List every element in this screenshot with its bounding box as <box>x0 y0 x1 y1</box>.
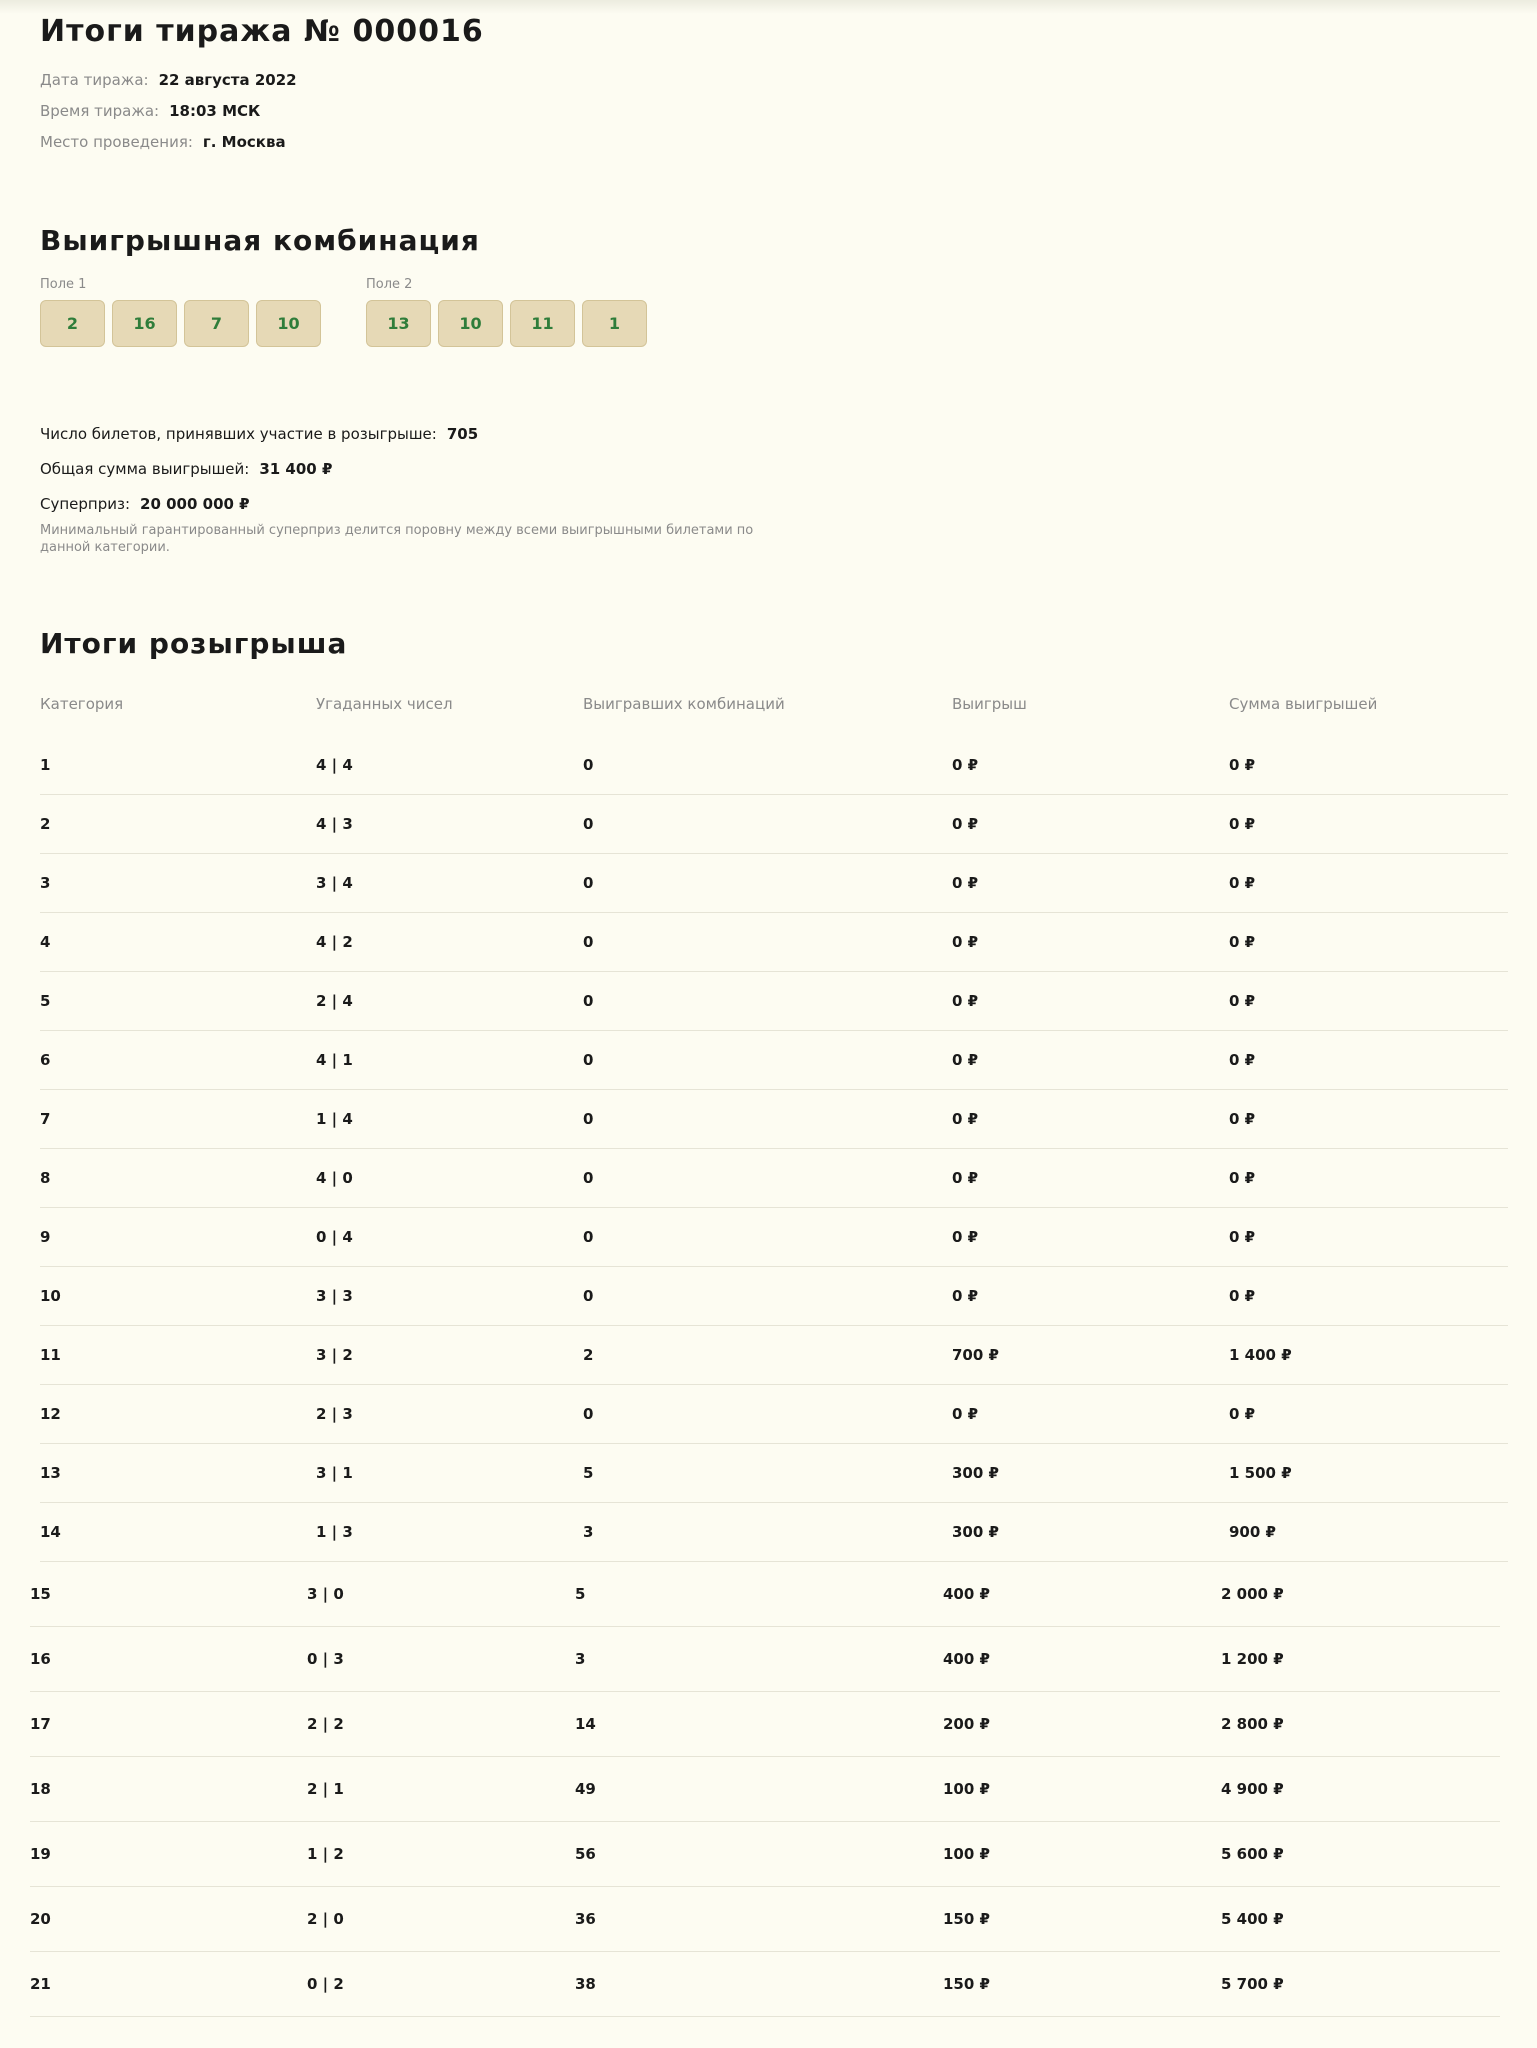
cell-guessed: 0 | 2 <box>307 1975 344 1993</box>
cell-prize-sum: 0 ₽ <box>1229 815 1256 833</box>
draw-place-label: Место проведения: <box>40 133 193 151</box>
field2-ball: 13 <box>366 300 431 347</box>
total-label: Общая сумма выигрышей: <box>40 460 250 478</box>
cell-guessed: 1 | 4 <box>316 1110 353 1128</box>
cell-guessed: 4 | 3 <box>316 815 353 833</box>
cell-prize-sum: 0 ₽ <box>1229 1287 1256 1305</box>
table-row <box>30 1627 1500 1692</box>
cell-winning-combos: 2 <box>583 1346 594 1364</box>
cell-guessed: 2 | 3 <box>316 1405 353 1423</box>
cell-category: 10 <box>40 1287 61 1305</box>
cell-guessed: 2 | 1 <box>307 1780 344 1798</box>
draw-place-value: г. Москва <box>202 133 286 151</box>
cell-prize-sum: 1 400 ₽ <box>1229 1346 1292 1364</box>
cell-guessed: 3 | 0 <box>307 1585 344 1603</box>
cell-prize-sum: 2 800 ₽ <box>1221 1715 1284 1733</box>
table-row <box>40 1385 1508 1444</box>
table-row <box>30 1692 1500 1757</box>
cell-prize: 200 ₽ <box>943 1715 990 1733</box>
cell-category: 11 <box>40 1346 61 1364</box>
cell-prize-sum: 5 400 ₽ <box>1221 1910 1284 1928</box>
cell-prize: 0 ₽ <box>952 815 979 833</box>
draw-place <box>40 133 286 151</box>
table-row <box>40 1031 1508 1090</box>
cell-prize: 0 ₽ <box>952 1110 979 1128</box>
draw-time-value: 18:03 МСК <box>169 102 261 120</box>
cell-category: 6 <box>40 1051 51 1069</box>
field2-ball: 10 <box>438 300 503 347</box>
cell-category: 4 <box>40 933 51 951</box>
cell-winning-combos: 3 <box>583 1523 594 1541</box>
cell-prize-sum: 5 700 ₽ <box>1221 1975 1284 1993</box>
total-value: 31 400 ₽ <box>259 460 333 478</box>
draw-date-label: Дата тиража: <box>40 71 149 89</box>
field1-ball: 16 <box>112 300 177 347</box>
cell-category: 18 <box>30 1780 51 1798</box>
cell-guessed: 2 | 4 <box>316 992 353 1010</box>
cell-prize-sum: 2 000 ₽ <box>1221 1585 1284 1603</box>
cell-winning-combos: 0 <box>583 933 594 951</box>
cell-winning-combos: 5 <box>575 1585 586 1603</box>
cell-prize-sum: 0 ₽ <box>1229 933 1256 951</box>
cell-guessed: 3 | 3 <box>316 1287 353 1305</box>
cell-winning-combos: 49 <box>575 1780 596 1798</box>
cell-prize-sum: 0 ₽ <box>1229 1228 1256 1246</box>
cell-category: 20 <box>30 1910 51 1928</box>
cell-guessed: 2 | 2 <box>307 1715 344 1733</box>
table-row <box>40 795 1508 854</box>
cell-winning-combos: 0 <box>583 992 594 1010</box>
cell-category: 9 <box>40 1228 51 1246</box>
draw-time <box>40 102 260 120</box>
results-table-header <box>40 695 1510 735</box>
table-row <box>40 1444 1508 1503</box>
cell-prize-sum: 900 ₽ <box>1229 1523 1276 1541</box>
table-row <box>40 972 1508 1031</box>
col-prize: Выигрыш <box>952 695 1027 713</box>
cell-prize-sum: 4 900 ₽ <box>1221 1780 1284 1798</box>
cell-guessed: 4 | 1 <box>316 1051 353 1069</box>
cell-winning-combos: 0 <box>583 1287 594 1305</box>
cell-prize-sum: 0 ₽ <box>1229 1405 1256 1423</box>
table-row <box>30 1562 1500 1627</box>
tickets-value: 705 <box>446 425 479 443</box>
cell-category: 2 <box>40 815 51 833</box>
cell-prize: 0 ₽ <box>952 756 979 774</box>
cell-category: 5 <box>40 992 51 1010</box>
table-row <box>40 1208 1508 1267</box>
cell-prize-sum: 0 ₽ <box>1229 756 1256 774</box>
superprize-value: 20 000 000 ₽ <box>140 495 250 513</box>
top-shadow <box>0 0 1537 14</box>
cell-prize-sum: 0 ₽ <box>1229 1110 1256 1128</box>
superprize-note: Минимальный гарантированный суперприз делится поровну между всеми выигрышными билетами по данной категории. <box>40 523 754 555</box>
field2-ball: 11 <box>510 300 575 347</box>
cell-prize: 150 ₽ <box>943 1910 990 1928</box>
cell-winning-combos: 36 <box>575 1910 596 1928</box>
cell-prize: 0 ₽ <box>952 1228 979 1246</box>
cell-winning-combos: 38 <box>575 1975 596 1993</box>
table-row <box>40 736 1508 795</box>
superprize-stat <box>40 495 250 513</box>
draw-date-value: 22 августа 2022 <box>158 71 297 89</box>
combination-title: Выигрышная комбинация <box>40 224 480 257</box>
cell-prize: 0 ₽ <box>952 1405 979 1423</box>
cell-prize: 300 ₽ <box>952 1523 999 1541</box>
cell-guessed: 0 | 3 <box>307 1650 344 1668</box>
cell-winning-combos: 0 <box>583 1051 594 1069</box>
cell-winning-combos: 0 <box>583 1169 594 1187</box>
table-row <box>40 913 1508 972</box>
table-row <box>40 1267 1508 1326</box>
cell-winning-combos: 3 <box>575 1650 586 1668</box>
cell-prize: 400 ₽ <box>943 1585 990 1603</box>
table-row <box>30 1822 1500 1887</box>
table-row <box>40 1326 1508 1385</box>
cell-category: 14 <box>40 1523 61 1541</box>
cell-prize: 400 ₽ <box>943 1650 990 1668</box>
cell-prize: 100 ₽ <box>943 1845 990 1863</box>
cell-category: 21 <box>30 1975 51 1993</box>
cell-prize-sum: 0 ₽ <box>1229 1051 1256 1069</box>
cell-guessed: 4 | 2 <box>316 933 353 951</box>
field1-ball: 10 <box>256 300 321 347</box>
col-winning-combos: Выигравших комбинаций <box>583 695 785 713</box>
cell-prize: 0 ₽ <box>952 1051 979 1069</box>
cell-prize: 700 ₽ <box>952 1346 999 1364</box>
cell-category: 7 <box>40 1110 51 1128</box>
cell-category: 19 <box>30 1845 51 1863</box>
cell-prize: 0 ₽ <box>952 933 979 951</box>
cell-category: 16 <box>30 1650 51 1668</box>
cell-prize-sum: 5 600 ₽ <box>1221 1845 1284 1863</box>
results-title: Итоги розыгрыша <box>40 627 348 660</box>
field1-ball: 2 <box>40 300 105 347</box>
cell-prize-sum: 1 200 ₽ <box>1221 1650 1284 1668</box>
cell-prize: 300 ₽ <box>952 1464 999 1482</box>
cell-prize-sum: 0 ₽ <box>1229 992 1256 1010</box>
cell-winning-combos: 5 <box>583 1464 594 1482</box>
field1-balls <box>40 300 321 347</box>
cell-winning-combos: 0 <box>583 815 594 833</box>
cell-winning-combos: 0 <box>583 1228 594 1246</box>
cell-guessed: 3 | 1 <box>316 1464 353 1482</box>
field2-balls <box>366 300 647 347</box>
tickets-label: Число билетов, принявших участие в розыгрыше: <box>40 425 437 443</box>
cell-guessed: 1 | 3 <box>316 1523 353 1541</box>
cell-prize: 0 ₽ <box>952 1169 979 1187</box>
cell-guessed: 1 | 2 <box>307 1845 344 1863</box>
col-guessed: Угаданных чисел <box>316 695 453 713</box>
cell-prize: 150 ₽ <box>943 1975 990 1993</box>
cell-category: 1 <box>40 756 51 774</box>
page-title: Итоги тиража № 000016 <box>40 14 484 49</box>
cell-category: 12 <box>40 1405 61 1423</box>
cell-prize-sum: 1 500 ₽ <box>1229 1464 1292 1482</box>
table-row <box>30 1887 1500 1952</box>
cell-prize-sum: 0 ₽ <box>1229 874 1256 892</box>
cell-winning-combos: 14 <box>575 1715 596 1733</box>
cell-category: 3 <box>40 874 51 892</box>
cell-category: 17 <box>30 1715 51 1733</box>
cell-category: 13 <box>40 1464 61 1482</box>
cell-winning-combos: 0 <box>583 874 594 892</box>
table-row <box>40 1149 1508 1208</box>
cell-winning-combos: 56 <box>575 1845 596 1863</box>
cell-guessed: 3 | 2 <box>316 1346 353 1364</box>
total-stat <box>40 460 332 478</box>
field2-label: Поле 2 <box>366 277 413 292</box>
cell-prize: 100 ₽ <box>943 1780 990 1798</box>
cell-winning-combos: 0 <box>583 1110 594 1128</box>
cell-prize-sum: 0 ₽ <box>1229 1169 1256 1187</box>
cell-category: 15 <box>30 1585 51 1603</box>
cell-guessed: 0 | 4 <box>316 1228 353 1246</box>
field1-ball: 7 <box>184 300 249 347</box>
cell-prize: 0 ₽ <box>952 1287 979 1305</box>
cell-winning-combos: 0 <box>583 1405 594 1423</box>
table-row <box>30 1757 1500 1822</box>
table-row <box>40 854 1508 913</box>
table-row <box>40 1503 1508 1562</box>
col-category: Категория <box>40 695 124 713</box>
cell-prize: 0 ₽ <box>952 874 979 892</box>
col-prize-sum: Сумма выигрышей <box>1229 695 1378 713</box>
cell-guessed: 3 | 4 <box>316 874 353 892</box>
draw-time-label: Время тиража: <box>40 102 160 120</box>
tickets-stat <box>40 425 478 443</box>
cell-category: 8 <box>40 1169 51 1187</box>
field1-label: Поле 1 <box>40 277 87 292</box>
table-row <box>40 1090 1508 1149</box>
cell-guessed: 4 | 0 <box>316 1169 353 1187</box>
cell-winning-combos: 0 <box>583 756 594 774</box>
cell-prize: 0 ₽ <box>952 992 979 1010</box>
cell-guessed: 2 | 0 <box>307 1910 344 1928</box>
field2-ball: 1 <box>582 300 647 347</box>
superprize-label: Суперприз: <box>40 495 131 513</box>
cell-guessed: 4 | 4 <box>316 756 353 774</box>
table-row <box>30 1952 1500 2017</box>
draw-date <box>40 71 297 89</box>
